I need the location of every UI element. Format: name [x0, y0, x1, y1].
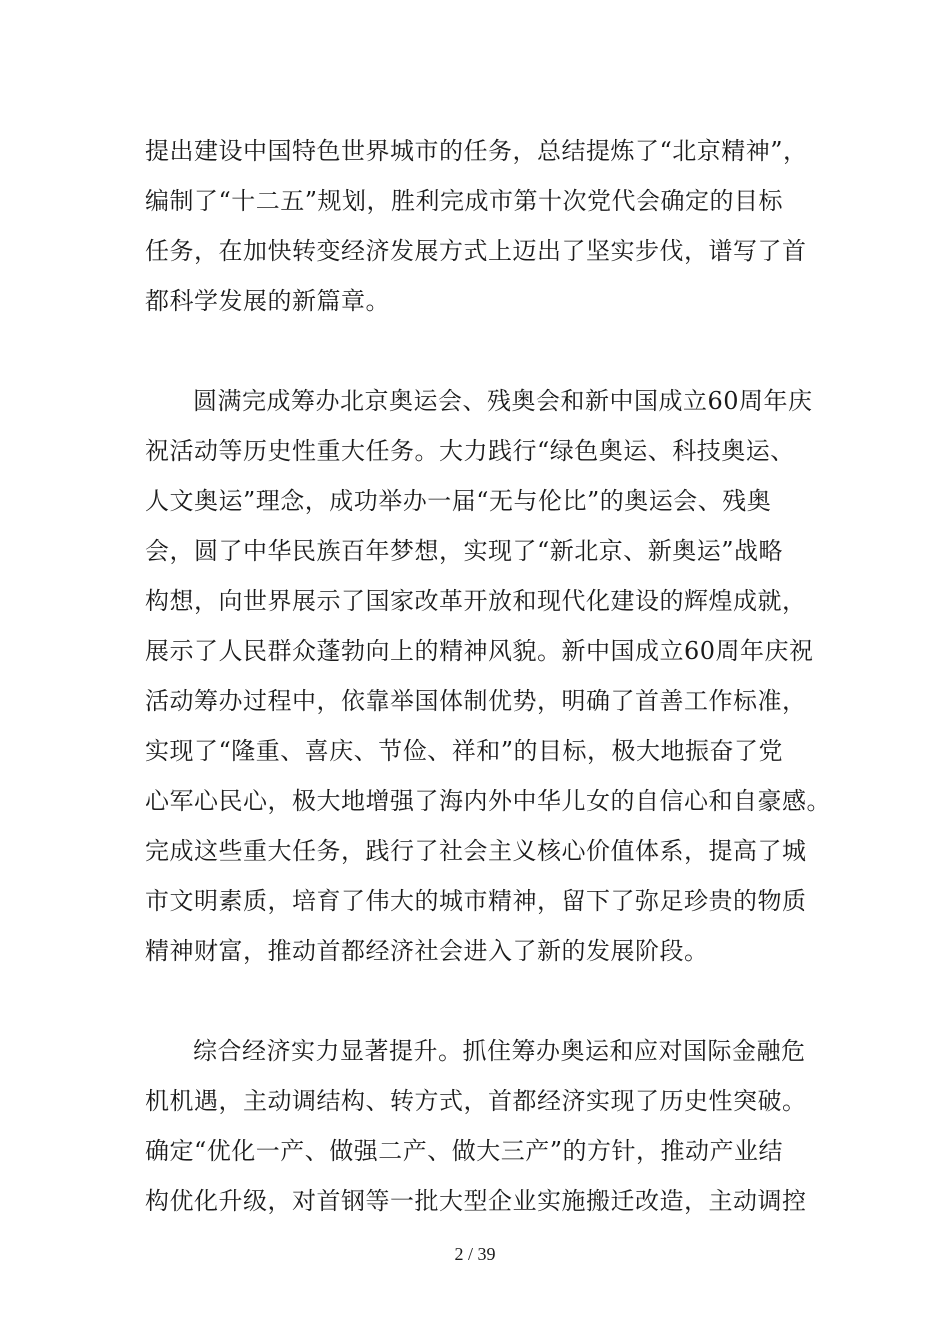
paragraph — [145, 126, 815, 326]
text-line: 祝活动等历史性重大任务。大力践行“绿色奥运、科技奥运、 — [145, 437, 795, 465]
text-line: 心军心民心，极大地增强了海内外中华儿女的自信心和自豪感。 — [145, 787, 831, 815]
text-line: 提出建设中国特色世界城市的任务，总结提炼了“北京精神”， — [145, 137, 808, 165]
text-line: 构想，向世界展示了国家改革开放和现代化建设的辉煌成就， — [145, 587, 807, 615]
text-line: 编制了“十二五”规划，胜利完成市第十次党代会确定的目标 — [145, 187, 784, 215]
text-line: 展示了人民群众蓬勃向上的精神风貌。新中国成立60周年庆祝 — [145, 637, 814, 665]
text-line: 活动筹办过程中，依靠举国体制优势，明确了首善工作标准， — [145, 687, 807, 715]
text-line: 精神财富，推动首都经济社会进入了新的发展阶段。 — [145, 937, 709, 965]
paragraph-spacer — [145, 976, 815, 1026]
text-line: 任务，在加快转变经济发展方式上迈出了坚实步伐，谱写了首 — [145, 237, 807, 265]
text-line: 机机遇，主动调结构、转方式，首都经济实现了历史性突破。 — [145, 1087, 807, 1115]
text-line: 会，圆了中华民族百年梦想，实现了“新北京、新奥运”战略 — [145, 537, 784, 565]
text-line: 圆满完成筹办北京奥运会、残奥会和新中国成立60周年庆 — [193, 387, 813, 415]
text-line: 都科学发展的新篇章。 — [145, 287, 390, 315]
paragraph — [145, 376, 831, 976]
text-line: 完成这些重大任务，践行了社会主义核心价值体系，提高了城 — [145, 837, 807, 865]
text-line: 综合经济实力显著提升。抓住筹办奥运和应对国际金融危 — [193, 1037, 806, 1065]
text-line: 人文奥运”理念，成功举办一届“无与伦比”的奥运会、残奥 — [145, 487, 772, 515]
page-number: 2 / 39 — [454, 1244, 496, 1264]
text-line: 实现了“隆重、喜庆、节俭、祥和”的目标，极大地振奋了党 — [145, 737, 784, 765]
paragraph — [145, 1026, 815, 1226]
text-line: 市文明素质，培育了伟大的城市精神，留下了弥足珍贵的物质 — [145, 887, 807, 915]
text-line: 构优化升级，对首钢等一批大型企业实施搬迁改造，主动调控 — [145, 1187, 807, 1215]
paragraph-spacer — [145, 326, 815, 376]
body-text — [145, 126, 831, 1226]
text-line: 确定“优化一产、做强二产、做大三产”的方针，推动产业结 — [145, 1137, 784, 1165]
